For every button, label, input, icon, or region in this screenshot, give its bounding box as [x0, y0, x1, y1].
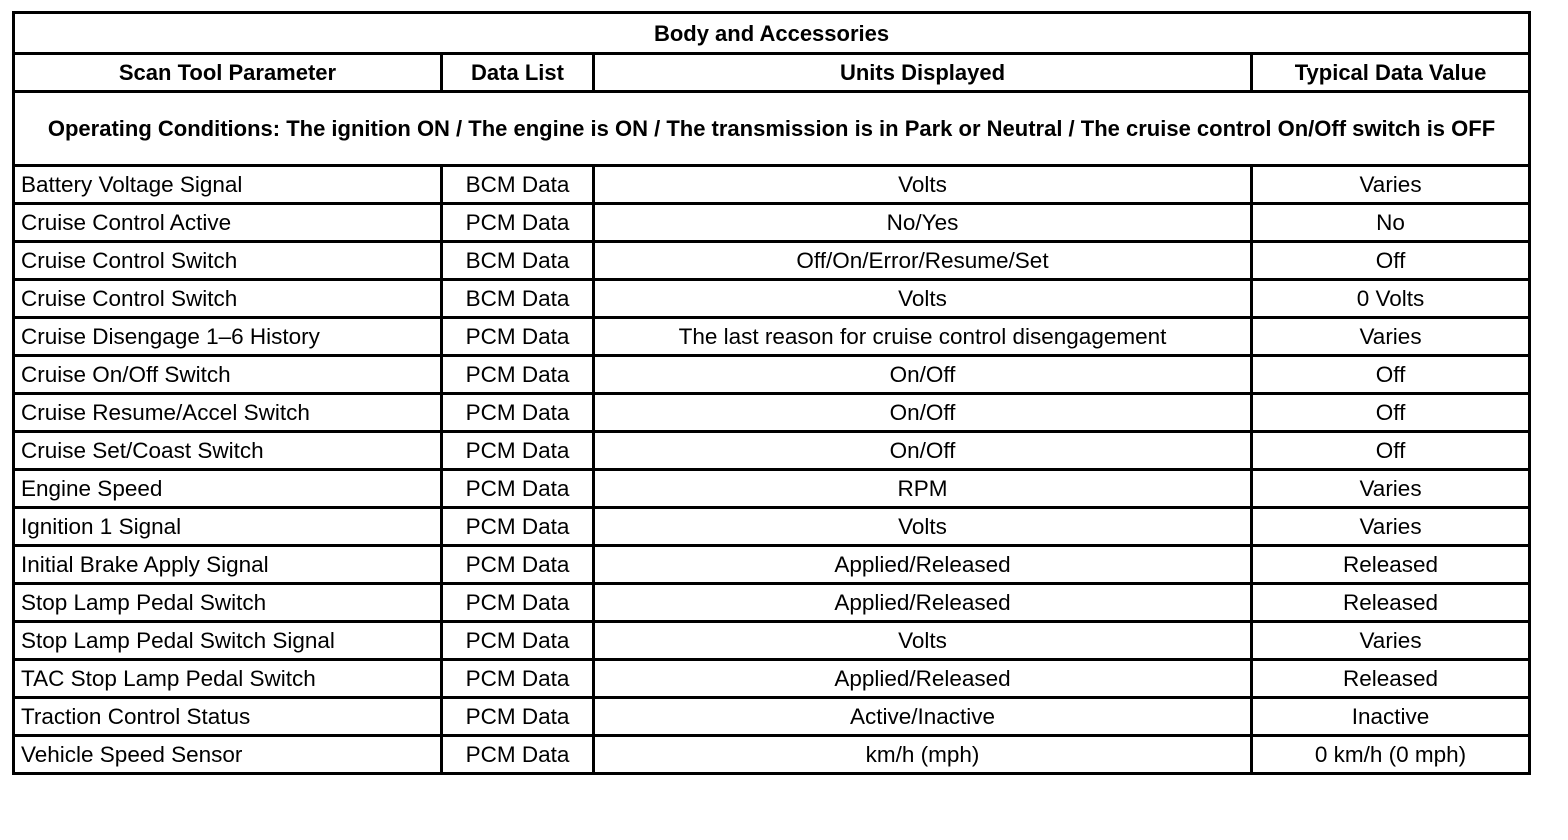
cell-data-list: PCM Data	[442, 432, 594, 470]
cell-typical-value: Varies	[1252, 470, 1530, 508]
table-body	[14, 166, 1530, 774]
header-data-list: Data List	[442, 54, 594, 92]
cell-parameter: Battery Voltage Signal	[14, 166, 442, 204]
cell-units: RPM	[594, 470, 1252, 508]
cell-parameter: Initial Brake Apply Signal	[14, 546, 442, 584]
cell-units: Applied/Released	[594, 584, 1252, 622]
cell-parameter: Cruise Control Switch	[14, 280, 442, 318]
table-row	[14, 166, 1530, 204]
cell-typical-value: Varies	[1252, 622, 1530, 660]
cell-typical-value: 0 Volts	[1252, 280, 1530, 318]
cell-units: The last reason for cruise control disengagement	[594, 318, 1252, 356]
operating-conditions: Operating Conditions: The ignition ON / The engine is ON / The transmission is in Park or Neutral / The cruise control On/Off switch is OFF	[14, 92, 1530, 166]
cell-data-list: PCM Data	[442, 356, 594, 394]
cell-units: Off/On/Error/Resume/Set	[594, 242, 1252, 280]
table-row	[14, 204, 1530, 242]
table-row	[14, 508, 1530, 546]
cell-typical-value: Released	[1252, 546, 1530, 584]
cell-typical-value: Released	[1252, 584, 1530, 622]
cell-units: Volts	[594, 280, 1252, 318]
cell-data-list: PCM Data	[442, 698, 594, 736]
cell-units: Active/Inactive	[594, 698, 1252, 736]
cell-parameter: Engine Speed	[14, 470, 442, 508]
cell-data-list: PCM Data	[442, 622, 594, 660]
cell-typical-value: Released	[1252, 660, 1530, 698]
cell-data-list: BCM Data	[442, 166, 594, 204]
cell-parameter: Stop Lamp Pedal Switch Signal	[14, 622, 442, 660]
table-row	[14, 280, 1530, 318]
table-row	[14, 546, 1530, 584]
table-row	[14, 660, 1530, 698]
cell-units: On/Off	[594, 432, 1252, 470]
cell-typical-value: Varies	[1252, 318, 1530, 356]
table-row	[14, 432, 1530, 470]
cell-parameter: Cruise Disengage 1–6 History	[14, 318, 442, 356]
cell-typical-value: Off	[1252, 394, 1530, 432]
cell-data-list: PCM Data	[442, 660, 594, 698]
cell-typical-value: Varies	[1252, 508, 1530, 546]
table-title-row	[14, 13, 1530, 54]
cell-parameter: Traction Control Status	[14, 698, 442, 736]
table-row	[14, 584, 1530, 622]
cell-data-list: PCM Data	[442, 736, 594, 774]
cell-data-list: PCM Data	[442, 508, 594, 546]
cell-units: No/Yes	[594, 204, 1252, 242]
cell-parameter: Stop Lamp Pedal Switch	[14, 584, 442, 622]
cell-units: Volts	[594, 508, 1252, 546]
cell-typical-value: Off	[1252, 356, 1530, 394]
cell-data-list: PCM Data	[442, 318, 594, 356]
table-row	[14, 318, 1530, 356]
table-row	[14, 394, 1530, 432]
cell-parameter: Ignition 1 Signal	[14, 508, 442, 546]
cell-units: km/h (mph)	[594, 736, 1252, 774]
operating-conditions-row	[14, 92, 1530, 166]
table-row	[14, 698, 1530, 736]
cell-data-list: BCM Data	[442, 280, 594, 318]
table-row	[14, 622, 1530, 660]
cell-parameter: Cruise On/Off Switch	[14, 356, 442, 394]
header-scan-tool-parameter: Scan Tool Parameter	[14, 54, 442, 92]
cell-typical-value: No	[1252, 204, 1530, 242]
cell-units: Volts	[594, 622, 1252, 660]
cell-parameter: Cruise Set/Coast Switch	[14, 432, 442, 470]
header-units-displayed: Units Displayed	[594, 54, 1252, 92]
cell-parameter: Vehicle Speed Sensor	[14, 736, 442, 774]
cell-units: On/Off	[594, 394, 1252, 432]
cell-data-list: PCM Data	[442, 394, 594, 432]
table-title: Body and Accessories	[14, 13, 1530, 54]
cell-units: On/Off	[594, 356, 1252, 394]
cell-parameter: Cruise Control Active	[14, 204, 442, 242]
scan-tool-data-table	[12, 11, 1531, 775]
cell-typical-value: 0 km/h (0 mph)	[1252, 736, 1530, 774]
cell-parameter: Cruise Control Switch	[14, 242, 442, 280]
table-row	[14, 356, 1530, 394]
cell-parameter: Cruise Resume/Accel Switch	[14, 394, 442, 432]
cell-data-list: PCM Data	[442, 546, 594, 584]
cell-units: Applied/Released	[594, 660, 1252, 698]
cell-parameter: TAC Stop Lamp Pedal Switch	[14, 660, 442, 698]
table-row	[14, 470, 1530, 508]
cell-data-list: PCM Data	[442, 584, 594, 622]
header-typical-data-value: Typical Data Value	[1252, 54, 1530, 92]
cell-units: Volts	[594, 166, 1252, 204]
cell-data-list: PCM Data	[442, 470, 594, 508]
table-row	[14, 242, 1530, 280]
cell-units: Applied/Released	[594, 546, 1252, 584]
cell-data-list: PCM Data	[442, 204, 594, 242]
table-row	[14, 736, 1530, 774]
cell-typical-value: Inactive	[1252, 698, 1530, 736]
cell-typical-value: Varies	[1252, 166, 1530, 204]
cell-typical-value: Off	[1252, 242, 1530, 280]
cell-data-list: BCM Data	[442, 242, 594, 280]
cell-typical-value: Off	[1252, 432, 1530, 470]
table-header-row	[14, 54, 1530, 92]
